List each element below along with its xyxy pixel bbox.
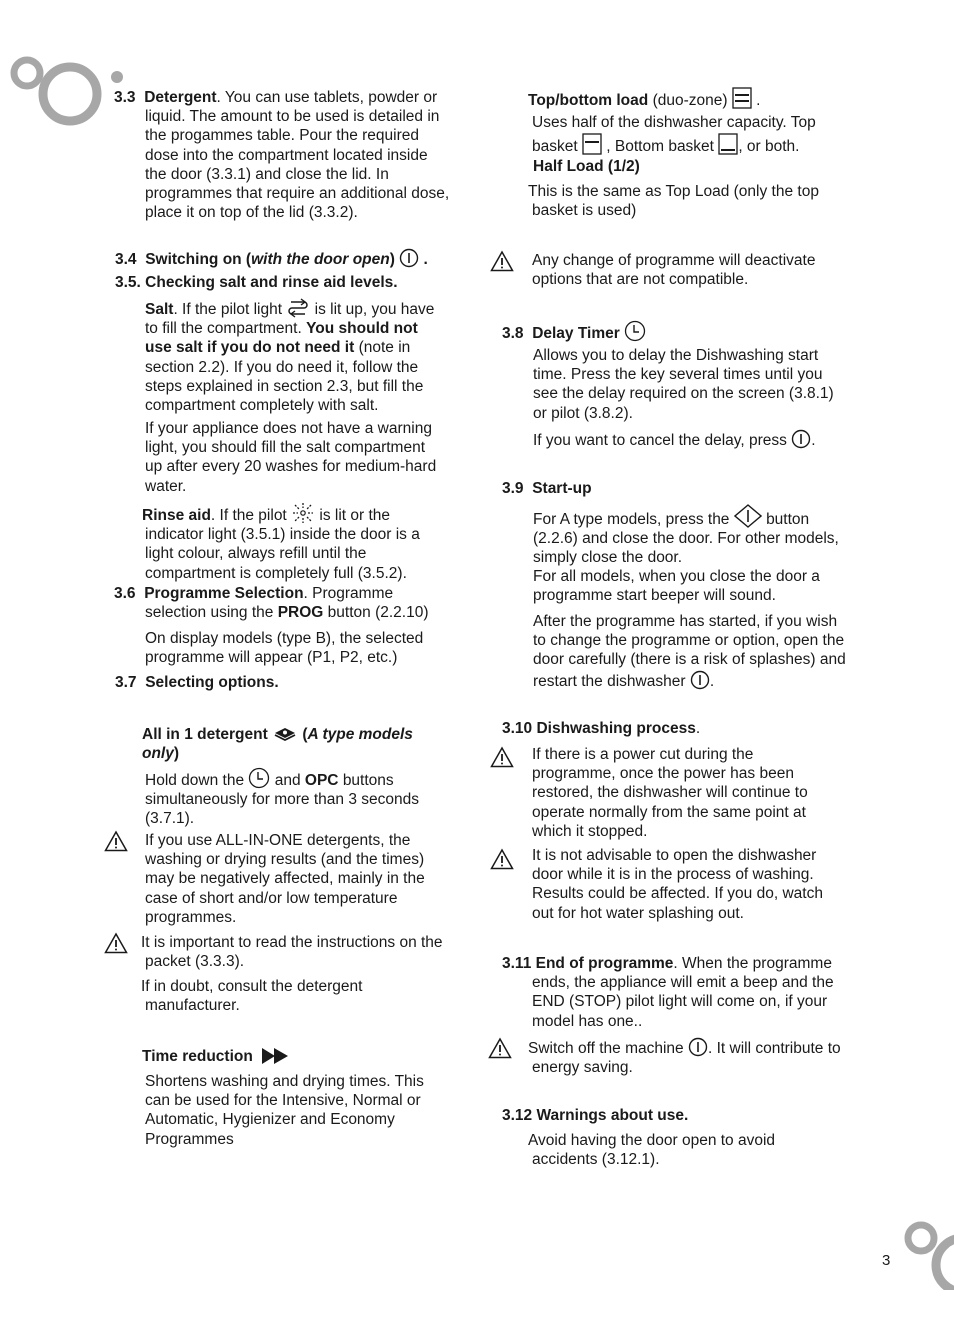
section-number: 3.4 bbox=[115, 251, 137, 268]
section-number: 3.6 bbox=[114, 585, 136, 602]
section-number: 3.8 bbox=[502, 325, 524, 342]
section-3-4 bbox=[115, 248, 450, 269]
salt-paragraph bbox=[145, 298, 440, 415]
warning-icon bbox=[490, 848, 514, 870]
section-title: Switching on ( bbox=[145, 251, 252, 268]
section-title: 3.11 End of programme bbox=[502, 955, 674, 972]
text-1: For A type models, press the bbox=[533, 511, 730, 528]
section-3-7 bbox=[115, 673, 450, 692]
decorative-circles-bottom bbox=[895, 1210, 954, 1290]
time-reduction-text bbox=[145, 1072, 445, 1149]
warning-icon bbox=[488, 1037, 512, 1059]
section-3-6-note bbox=[145, 629, 445, 667]
salt-label: Salt bbox=[145, 301, 174, 318]
section-number: 3.9 bbox=[502, 480, 524, 497]
warning-icon bbox=[490, 250, 514, 272]
rinse-aid-icon bbox=[291, 502, 315, 524]
salt-warning-bold: You should not use salt if you do not need it bbox=[145, 320, 418, 357]
warning-text: It is not advisable to open the dishwasher door while it is in the process of washing. Results could be affected. If you do, watch out for hot water splashing out. bbox=[532, 847, 823, 922]
warning-icon bbox=[490, 746, 514, 768]
section-3-5-heading bbox=[115, 273, 450, 292]
all-in-1-text bbox=[145, 767, 445, 829]
salt-pilot-icon bbox=[286, 298, 310, 318]
section-3-9-text bbox=[532, 504, 847, 568]
duo-zone-icon bbox=[732, 87, 752, 109]
warning-packet bbox=[141, 933, 443, 971]
text-2: and bbox=[274, 772, 301, 789]
section-3-11 bbox=[502, 954, 847, 1031]
salt-text-1: . If the pilot light bbox=[173, 301, 282, 318]
section-3-6 bbox=[115, 584, 450, 622]
text-2: button (2.2.6) and close the door. For other models, simply close the door. bbox=[533, 511, 839, 567]
bottom-basket-icon bbox=[718, 133, 738, 155]
section-3-9 bbox=[502, 479, 842, 498]
warning-icon bbox=[104, 932, 128, 954]
text-3: , or both. bbox=[738, 138, 800, 155]
section-3-8-text bbox=[532, 346, 847, 423]
section-3-9-text-2 bbox=[532, 567, 847, 605]
period: . bbox=[811, 432, 816, 449]
power-icon bbox=[690, 670, 710, 690]
salt-note bbox=[145, 419, 440, 496]
top-bottom-load-text bbox=[532, 112, 844, 157]
half-load-heading bbox=[533, 157, 833, 176]
warning-programme-change bbox=[532, 251, 844, 289]
section-3-10 bbox=[502, 719, 842, 738]
section-title: 3.5. Checking salt and rinse aid levels. bbox=[115, 274, 398, 291]
text-1: Uses half of the dishwasher capacity. Top basket bbox=[532, 114, 816, 155]
warning-text: If there is a power cut during the programme, once the power has been restored, the dishwasher will continue to operate normally from the same point at which it stopped. bbox=[532, 746, 808, 840]
time-reduction-heading bbox=[142, 1047, 442, 1066]
power-icon bbox=[399, 248, 419, 268]
period: . bbox=[709, 672, 715, 690]
opc-button-label: OPC bbox=[304, 772, 339, 789]
warning-power-cut bbox=[532, 745, 832, 841]
period: . bbox=[756, 92, 761, 109]
warning-text: It is important to read the instructions on the packet (3.3.3). bbox=[141, 934, 443, 971]
warning-switch-off bbox=[528, 1037, 844, 1077]
type-note: A type models only bbox=[142, 726, 413, 763]
salt-text-2: is lit up, you have to fill the compartment. bbox=[145, 301, 435, 338]
all-in-1-heading bbox=[142, 723, 442, 763]
section-text-2: button (2.2.10) bbox=[327, 604, 429, 622]
note-text: On display models (type B), the selected programme will appear (P1, P2, etc.) bbox=[145, 630, 424, 667]
section-title: Selecting options. bbox=[145, 674, 279, 691]
text-2: , Bottom basket bbox=[606, 138, 714, 155]
section-number: 3.7 bbox=[115, 674, 137, 691]
warning-icon bbox=[104, 830, 128, 852]
paren-close: ) bbox=[173, 745, 180, 763]
salt-note-text: If your appliance does not have a warning light, you should fill the salt compartment up after every 20 washes for medium-hard water. bbox=[145, 420, 437, 495]
section-title-close: ) bbox=[389, 251, 395, 268]
section-title: 3.10 Dishwashing process bbox=[502, 720, 696, 737]
half-load-description: This is the same as Top Load (only the top basket is used) bbox=[528, 183, 819, 220]
text-3: buttons simultaneously for more than 3 seconds (3.7.1). bbox=[145, 772, 419, 828]
section-title: Delay Timer bbox=[532, 325, 620, 342]
clock-icon bbox=[624, 320, 646, 342]
text-1: Switch off the machine bbox=[528, 1040, 684, 1057]
time-reduction-title: Time reduction bbox=[142, 1048, 253, 1065]
section-3-12-text bbox=[528, 1131, 844, 1169]
section-3-8 bbox=[502, 320, 842, 343]
section-text: . You can use tablets, powder or liquid. The amount to be used is detailed in the progammes table. Pour the required dose into the compartment located inside the door (3.3.1) and close the lid. In programmes that require an additional dose, place it on top of the lid (3.3.2). bbox=[145, 89, 450, 222]
section-text-1: . Programme selection using the bbox=[145, 585, 394, 622]
cancel-text: If you want to cancel the delay, press bbox=[533, 432, 787, 449]
section-title-italic: with the door open bbox=[251, 251, 390, 268]
top-basket-icon bbox=[582, 133, 602, 155]
rinse-text-1: . If the pilot bbox=[210, 507, 287, 524]
warning-all-in-one bbox=[145, 831, 445, 927]
section-3-9-text-3 bbox=[532, 612, 850, 691]
start-beeper-text: For all models, when you close the door a programme start beeper will sound. bbox=[533, 568, 820, 605]
text-1: Hold down the bbox=[145, 772, 245, 789]
top-bottom-load-heading bbox=[528, 87, 848, 110]
time-reduction-description: Shortens washing and drying times. This can be used for the Intensive, Normal or Automatic, Hygienizer and Economy Programmes bbox=[145, 1073, 424, 1148]
power-icon bbox=[791, 429, 811, 449]
decorative-circles-top bbox=[0, 45, 130, 130]
page-number: 3 bbox=[882, 1252, 891, 1269]
section-title: Detergent bbox=[144, 89, 217, 106]
top-bottom-load-title: Top/bottom load bbox=[528, 92, 649, 109]
start-icon bbox=[734, 504, 762, 528]
duo-zone-label: (duo-zone) bbox=[652, 92, 728, 109]
detergent-icon bbox=[272, 723, 298, 743]
rinse-aid-label: Rinse aid bbox=[142, 507, 211, 524]
power-icon bbox=[688, 1037, 708, 1057]
half-load-title: Half Load (1/2) bbox=[533, 158, 640, 175]
all-in-1-title: All in 1 detergent bbox=[142, 726, 268, 743]
warning-open-door bbox=[532, 846, 844, 923]
fast-forward-icon bbox=[261, 1047, 289, 1065]
rinse-aid-paragraph bbox=[142, 502, 442, 583]
section-title: Start-up bbox=[532, 480, 592, 497]
prog-button-label: PROG bbox=[277, 604, 324, 622]
section-3-3 bbox=[115, 88, 450, 222]
section-text: . When the programme ends, the appliance will emit a beep and the END (STOP) pilot light will come on, if your model has one.. bbox=[532, 955, 834, 1030]
section-title: Programme Selection bbox=[144, 585, 304, 602]
salt-text-3: (note in section 2.2). If you do need it, follow the steps explained in section 2.3, but fill the compartment completely with salt. bbox=[145, 339, 424, 415]
warning-text: If you use ALL-IN-ONE detergents, the washing or drying results (and the times) may be negatively affected, mainly in the case of short and/or low temperature programmes. bbox=[145, 832, 425, 926]
delay-timer-description: Allows you to delay the Dishwashing start time. Press the key several times until you see the delay required on the screen (3.8.1) or pilot (3.8.2). bbox=[533, 347, 834, 422]
warnings-text: Avoid having the door open to avoid accidents (3.12.1). bbox=[528, 1132, 776, 1169]
rinse-text-2: is lit or the indicator light (3.5.1) inside the door is a light colour, always refill until the compartment is completely full (3.5.2). bbox=[145, 507, 420, 582]
restart-text: After the programme has started, if you wish to change the programme or option, open the door carefully (there is a risk of splashes) and restart the dishwasher bbox=[533, 613, 846, 690]
section-3-8-cancel bbox=[533, 429, 845, 450]
text-2: . It will contribute to energy saving. bbox=[532, 1040, 841, 1077]
period: . bbox=[423, 251, 428, 268]
section-number: 3.3 bbox=[114, 89, 136, 106]
half-load-text bbox=[528, 182, 844, 220]
warning-text: Any change of programme will deactivate options that are not compatible. bbox=[532, 252, 816, 289]
paren-open: ( bbox=[302, 726, 308, 743]
section-title: 3.12 Warnings about use. bbox=[502, 1107, 689, 1124]
doubt-text: If in doubt, consult the detergent manufacturer. bbox=[141, 978, 363, 1015]
clock-icon bbox=[248, 767, 270, 789]
period: . bbox=[695, 720, 701, 737]
section-3-12 bbox=[502, 1106, 842, 1125]
doubt-note bbox=[141, 977, 443, 1015]
